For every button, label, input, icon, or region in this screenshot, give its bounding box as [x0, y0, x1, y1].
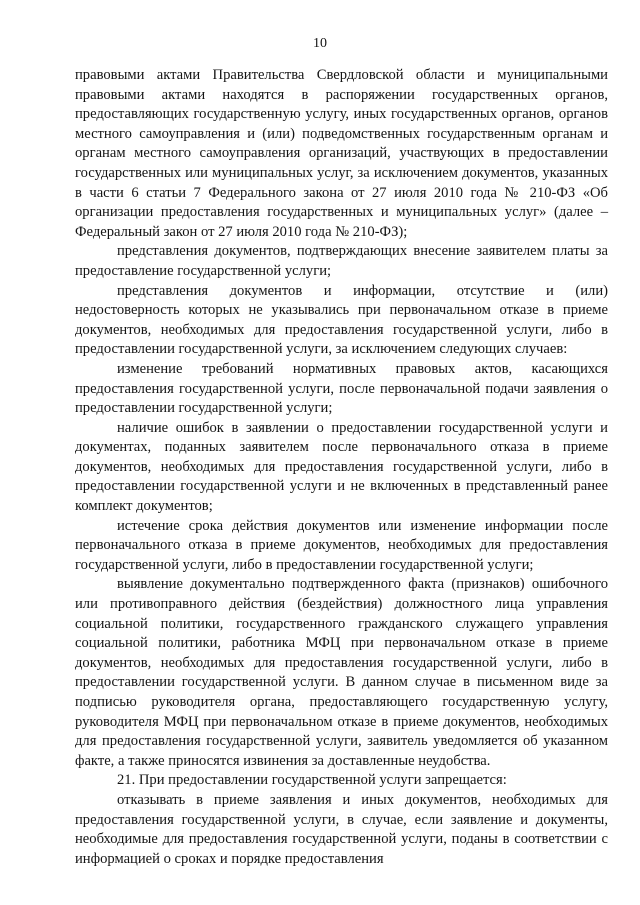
page-number: 10 — [313, 36, 327, 51]
section-heading-paragraph: 21. При предоставлении государственной услуги запрещается: — [117, 772, 507, 789]
paragraph: изменение требований нормативных правовых актов, касающихся предоставления государственной услуги, после первоначальной подачи заявления о предоставлении государственной услуги; — [75, 360, 608, 417]
paragraph: представления документов, подтверждающих внесение заявителем платы за предоставление государственной услуги; — [75, 243, 608, 279]
paragraph: правовыми актами Правительства Свердловской области и муниципальными правовыми актами находятся в распоряжении государственных органов, предоставляющих государственную услугу, иных государственных органов, органов местного самоуправления и (или) подведомственных государственным органам и органам местного самоуправления организаций, участвующих в предоставлении государственных или муниципальных услуг, за исключением документов, указанных в части 6 статьи 7 Федерального закона от 27 июля 2010 года № 210-ФЗ «Об организации предоставления государственных и муниципальных услуг» (далее – Федеральный закон от 27 июля 2010 года № 210-ФЗ); — [75, 67, 608, 240]
paragraph: истечение срока действия документов или изменение информации после первоначального отказа в приеме документов, необходимых для предоставления государственной услуги, либо в предоставлении государственной услуги; — [75, 517, 608, 573]
paragraph: представления документов и информации, отсутствие и (или) недостоверность которых не указывались при первоначальном отказе в приеме документов, необходимых для предоставления государственной услуги, либо в предоставлении государственной услуги, за исключением следующих случаев: — [75, 282, 608, 358]
paragraph: выявление документально подтвержденного факта (признаков) ошибочного или противоправного действия (бездействия) должностного лица управления социальной политики, государственного гражданского служащего управления социальной политики, работника МФЦ при первоначальном отказе в приеме документов, необходимых для предоставления государственной услуги, либо в предоставлении государственной услуги. В данном случае в письменном виде за подписью руководителя органа, предоставляющего государственную услугу, руководителя МФЦ при первоначальном отказе в приеме документов, необходимых для предоставления государственной услуги, заявитель уведомляется об указанном факте, а также приносятся извинения за доставленные неудобства. — [75, 576, 608, 769]
paragraph: наличие ошибок в заявлении о предоставлении государственной услуги и документах, поданных заявителем после первоначального отказа в приеме документов, необходимых для предоставления государственной услуги, либо в предоставлении государственной услуги и не включенных в представленный ранее комплект документов; — [75, 419, 608, 515]
document-body — [75, 66, 608, 869]
paragraph: отказывать в приеме заявления и иных документов, необходимых для предоставления государственной услуги, в случае, если заявление и документы, необходимые для предоставления государственной услуги, поданы в соответствии с информацией о сроках и порядке предоставления — [75, 791, 608, 867]
